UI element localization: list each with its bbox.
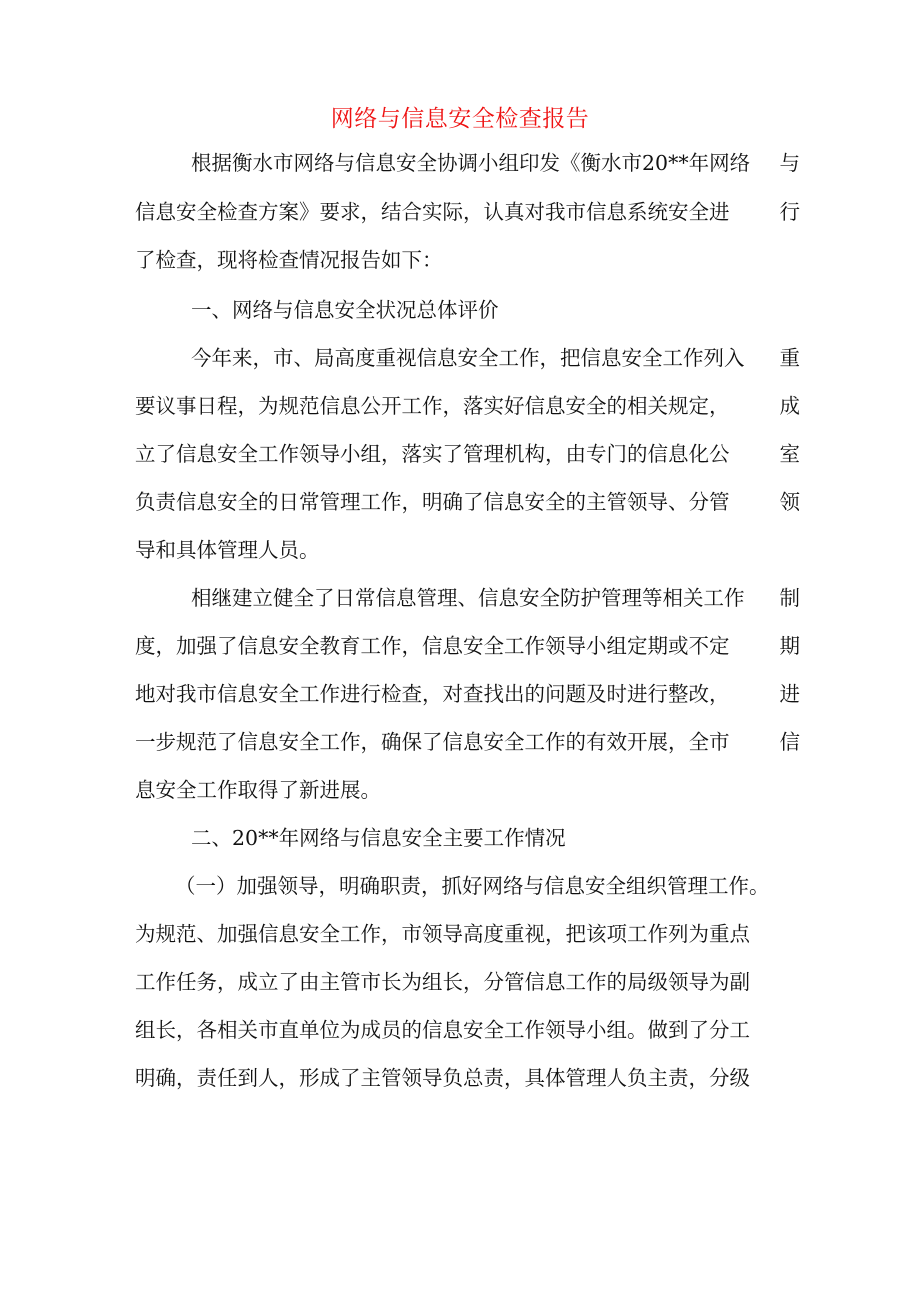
paragraph-line xyxy=(135,197,800,227)
paragraph-line xyxy=(135,679,800,709)
line-text: 一步规范了信息安全工作，确保了信息安全工作的有效开展，全市 xyxy=(135,730,730,754)
heading-text: 二、20**年网络与信息安全主要工作情况 xyxy=(191,826,566,850)
line-text: 为规范、加强信息安全工作，市领导高度重视，把该项工作列为重点 xyxy=(135,922,750,946)
paragraph-line xyxy=(135,727,800,757)
paragraph-line xyxy=(135,631,800,661)
line-tail: 制 xyxy=(779,586,800,610)
paragraph-line xyxy=(135,391,800,421)
line-text: 立了信息安全工作领导小组，落实了管理机构，由专门的信息化公 xyxy=(135,442,730,466)
line-text: 工作任务，成立了由主管市长为组长，分管信息工作的局级领导为副 xyxy=(135,970,750,994)
line-tail: 室 xyxy=(779,442,800,466)
heading-text: 一、网络与信息安全状况总体评价 xyxy=(191,298,499,322)
paragraph-line xyxy=(135,775,800,805)
paragraph-line xyxy=(135,1063,800,1093)
line-tail: 进 xyxy=(779,682,800,706)
line-tail: 成 xyxy=(779,394,800,418)
line-tail: 期 xyxy=(779,634,800,658)
paragraph-line xyxy=(135,1015,800,1045)
line-tail: 重 xyxy=(779,346,800,370)
paragraph-line xyxy=(135,967,800,997)
line-tail: 领 xyxy=(779,490,800,514)
line-text: 明确，责任到人，形成了主管领导负总责，具体管理人负主责，分级 xyxy=(135,1066,750,1090)
line-tail: 与 xyxy=(779,151,800,175)
line-text: 组长，各相关市直单位为成员的信息安全工作领导小组。做到了分工 xyxy=(135,1018,750,1042)
line-text: 信息安全检查方案》要求，结合实际，认真对我市信息系统安全进 xyxy=(135,200,730,224)
paragraph-line xyxy=(135,439,800,469)
line-text: 根据衡水市网络与信息安全协调小组印发《衡水市20**年网络 xyxy=(191,151,751,175)
paragraph-line xyxy=(135,245,800,275)
line-text: 导和具体管理人员。 xyxy=(135,538,320,562)
line-tail: 行 xyxy=(779,200,800,224)
paragraph-line xyxy=(135,148,800,178)
line-text: 息安全工作取得了新进展。 xyxy=(135,778,381,802)
subsection-heading xyxy=(175,871,840,901)
paragraph-line xyxy=(135,535,800,565)
paragraph-line xyxy=(135,487,800,517)
paragraph-line xyxy=(135,343,800,373)
document-title: 网络与信息安全检查报告 xyxy=(330,106,590,132)
line-tail: 信 xyxy=(779,730,800,754)
line-text: 度，加强了信息安全教育工作，信息安全工作领导小组定期或不定 xyxy=(135,634,730,658)
line-text: 要议事日程，为规范信息公开工作，落实好信息安全的相关规定， xyxy=(135,394,730,418)
line-text: 相继建立健全了日常信息管理、信息安全防护管理等相关工作 xyxy=(191,586,745,610)
section-heading xyxy=(135,295,800,325)
paragraph-line xyxy=(135,919,800,949)
line-text: 负责信息安全的日常管理工作，明确了信息安全的主管领导、分管 xyxy=(135,490,730,514)
section-heading xyxy=(135,823,800,853)
heading-text: （一）加强领导，明确职责，抓好网络与信息安全组织管理工作。 xyxy=(175,874,770,898)
line-text: 了检查，现将检查情况报告如下： xyxy=(135,248,443,272)
line-text: 今年来，市、局高度重视信息安全工作，把信息安全工作列入 xyxy=(191,346,745,370)
paragraph-line xyxy=(135,583,800,613)
line-text: 地对我市信息安全工作进行检查，对查找出的问题及时进行整改， xyxy=(135,682,730,706)
